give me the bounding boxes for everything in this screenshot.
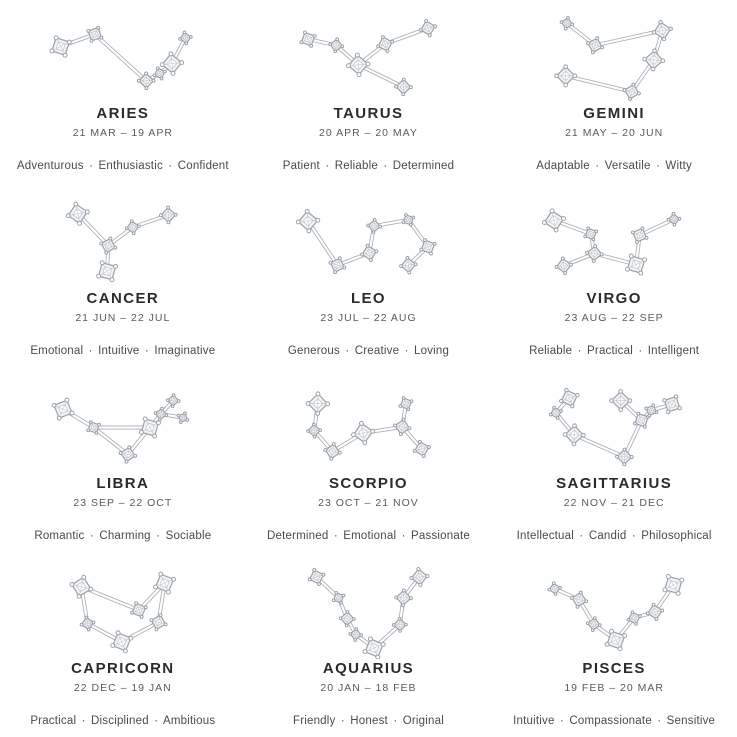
- sign-traits: Intellectual · Candid · Philosophical: [516, 530, 712, 542]
- sign-dates: 23 JUL – 22 AUG: [320, 312, 417, 324]
- zodiac-card-aries: [0, 0, 246, 185]
- leo-constellation-icon: [289, 196, 447, 289]
- gemini-constellation-icon: [535, 11, 693, 104]
- virgo-constellation-icon: [535, 196, 693, 289]
- zodiac-card-gemini: [491, 0, 737, 185]
- sign-name: SCORPIO: [328, 475, 408, 492]
- sign-traits: Patient · Reliable · Determined: [282, 160, 455, 172]
- sign-dates: 19 FEB – 20 MAR: [564, 682, 664, 694]
- aries-constellation-icon: [44, 11, 202, 104]
- zodiac-card-aquarius: [246, 555, 492, 737]
- zodiac-card-pisces: [491, 555, 737, 737]
- sign-traits: Practical · Disciplined · Ambitious: [30, 715, 216, 727]
- zodiac-card-capricorn: [0, 555, 246, 737]
- sign-dates: 21 MAR – 19 APR: [72, 127, 173, 139]
- sign-traits: Adaptable · Versatile · Witty: [536, 160, 692, 172]
- sign-name: CAPRICORN: [71, 660, 175, 677]
- sign-dates: 23 OCT – 21 NOV: [318, 497, 419, 509]
- sign-dates: 21 JUN – 22 JUL: [75, 312, 171, 324]
- sign-traits: Generous · Creative · Loving: [287, 345, 450, 357]
- sign-traits: Adventurous · Enthusiastic · Confident: [16, 160, 229, 172]
- sign-name: VIRGO: [586, 290, 642, 307]
- sign-dates: 23 AUG – 22 SEP: [564, 312, 664, 324]
- libra-constellation-icon: [44, 381, 202, 474]
- sign-dates: 22 DEC – 19 JAN: [73, 682, 172, 694]
- sign-name: CANCER: [86, 290, 160, 307]
- sign-dates: 23 SEP – 22 OCT: [73, 497, 173, 509]
- sagittarius-constellation-icon: [535, 381, 693, 474]
- aquarius-constellation-icon: [289, 566, 447, 659]
- zodiac-card-libra: [0, 370, 246, 555]
- sign-traits: Determined · Emotional · Passionate: [267, 530, 470, 542]
- sign-name: AQUARIUS: [322, 660, 415, 677]
- sign-dates: 22 NOV – 21 DEC: [563, 497, 665, 509]
- taurus-constellation-icon: [289, 11, 447, 104]
- zodiac-card-virgo: [491, 185, 737, 370]
- sign-traits: Emotional · Intuitive · Imaginative: [30, 345, 216, 357]
- capricorn-constellation-icon: [44, 566, 202, 659]
- cancer-constellation-icon: [44, 196, 202, 289]
- sign-traits: Intuitive · Compassionate · Sensitive: [513, 715, 716, 727]
- sign-traits: Romantic · Charming · Sociable: [34, 530, 212, 542]
- sign-name: TAURUS: [333, 105, 404, 122]
- sign-name: GEMINI: [583, 105, 646, 122]
- pisces-constellation-icon: [535, 566, 693, 659]
- scorpio-constellation-icon: [289, 381, 447, 474]
- zodiac-card-sagittarius: [491, 370, 737, 555]
- sign-name: PISCES: [582, 660, 646, 677]
- sign-traits: Reliable · Practical · Intelligent: [529, 345, 700, 357]
- sign-traits: Friendly · Honest · Original: [292, 715, 444, 727]
- sign-name: LEO: [350, 290, 386, 307]
- sign-name: ARIES: [96, 105, 150, 122]
- sign-name: LIBRA: [96, 475, 150, 492]
- zodiac-card-taurus: [246, 0, 492, 185]
- zodiac-card-cancer: [0, 185, 246, 370]
- sign-dates: 20 JAN – 18 FEB: [320, 682, 417, 694]
- sign-dates: 20 APR – 20 MAY: [319, 127, 418, 139]
- sign-dates: 21 MAY – 20 JUN: [565, 127, 664, 139]
- zodiac-card-leo: [246, 185, 492, 370]
- sign-name: SAGITTARIUS: [556, 475, 673, 492]
- zodiac-card-scorpio: [246, 370, 492, 555]
